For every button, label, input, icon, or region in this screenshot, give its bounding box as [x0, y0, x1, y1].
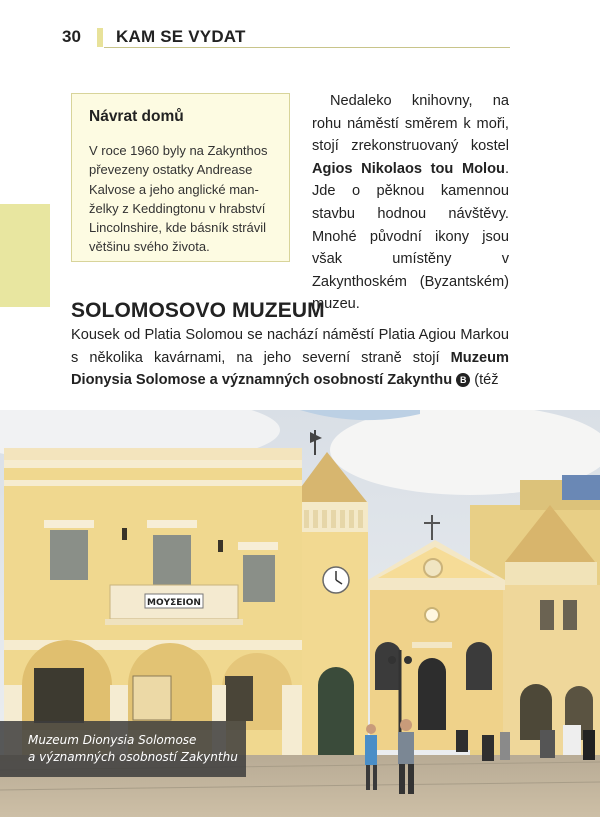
- church-name: Agios Nikolaos tou Molou: [312, 160, 505, 177]
- chapter-side-tab: [0, 204, 50, 307]
- page-number: 30: [62, 27, 81, 46]
- museum-photo: [0, 410, 600, 817]
- section-heading: SOLOMOSOVO MUZEUM: [71, 299, 325, 322]
- paragraph-text: Nedaleko knihovny, na rohu náměstí směrem k moři, stojí zrekonstruovaný kostel: [312, 93, 509, 155]
- sidebar-line: Lincolnshire, kde básník strávil: [89, 220, 267, 236]
- paragraph-text: . Jde o pěknou kamennou stavbu hodnou návštěvy. Mnohé původní ikony jsou však umístěny v Zakynthoském (Byzantském) muzeu.: [312, 160, 509, 313]
- museum-name: Muzeum Dionysia Solomose a významných osobností Zakynthu: [71, 349, 509, 389]
- sidebar-box: [71, 93, 290, 262]
- page-header: [0, 0, 600, 52]
- photo-caption-line: Muzeum Dionysia Solomose: [28, 733, 197, 747]
- header-divider: [104, 47, 510, 48]
- church-paragraph: [312, 90, 509, 316]
- sidebar-line: většinu svého života.: [89, 239, 210, 255]
- sidebar-line: želky z Keddingtonu v hrabství: [89, 200, 266, 216]
- museum-sign: ΜΟΥΣΕΙΟΝ: [147, 598, 201, 608]
- section-body-text: [71, 324, 509, 392]
- sidebar-box-text: [89, 141, 275, 257]
- paragraph-text: (též: [470, 372, 499, 389]
- sidebar-line: převezeny ostatky Andrease: [89, 162, 253, 178]
- sidebar-line: Kalvose a jeho anglické man-: [89, 181, 259, 197]
- sidebar-line: V roce 1960 byly na Zakynthos: [89, 143, 268, 158]
- museum-paragraph: [71, 324, 509, 392]
- map-marker-badge: B: [456, 373, 470, 387]
- chapter-title: KAM SE VYDAT: [116, 27, 246, 46]
- photo-caption-line: a významných osobností Zakynthu: [28, 750, 238, 764]
- right-column-text: [312, 90, 509, 316]
- header-accent-bar: [97, 28, 103, 47]
- sidebar-box-title: Návrat domů: [89, 108, 184, 125]
- paragraph-text: Kousek od Platia Solomou se nachází náměstí Platia Agiou Markou s několika kavárnami, na jeho severní straně stojí: [71, 327, 509, 366]
